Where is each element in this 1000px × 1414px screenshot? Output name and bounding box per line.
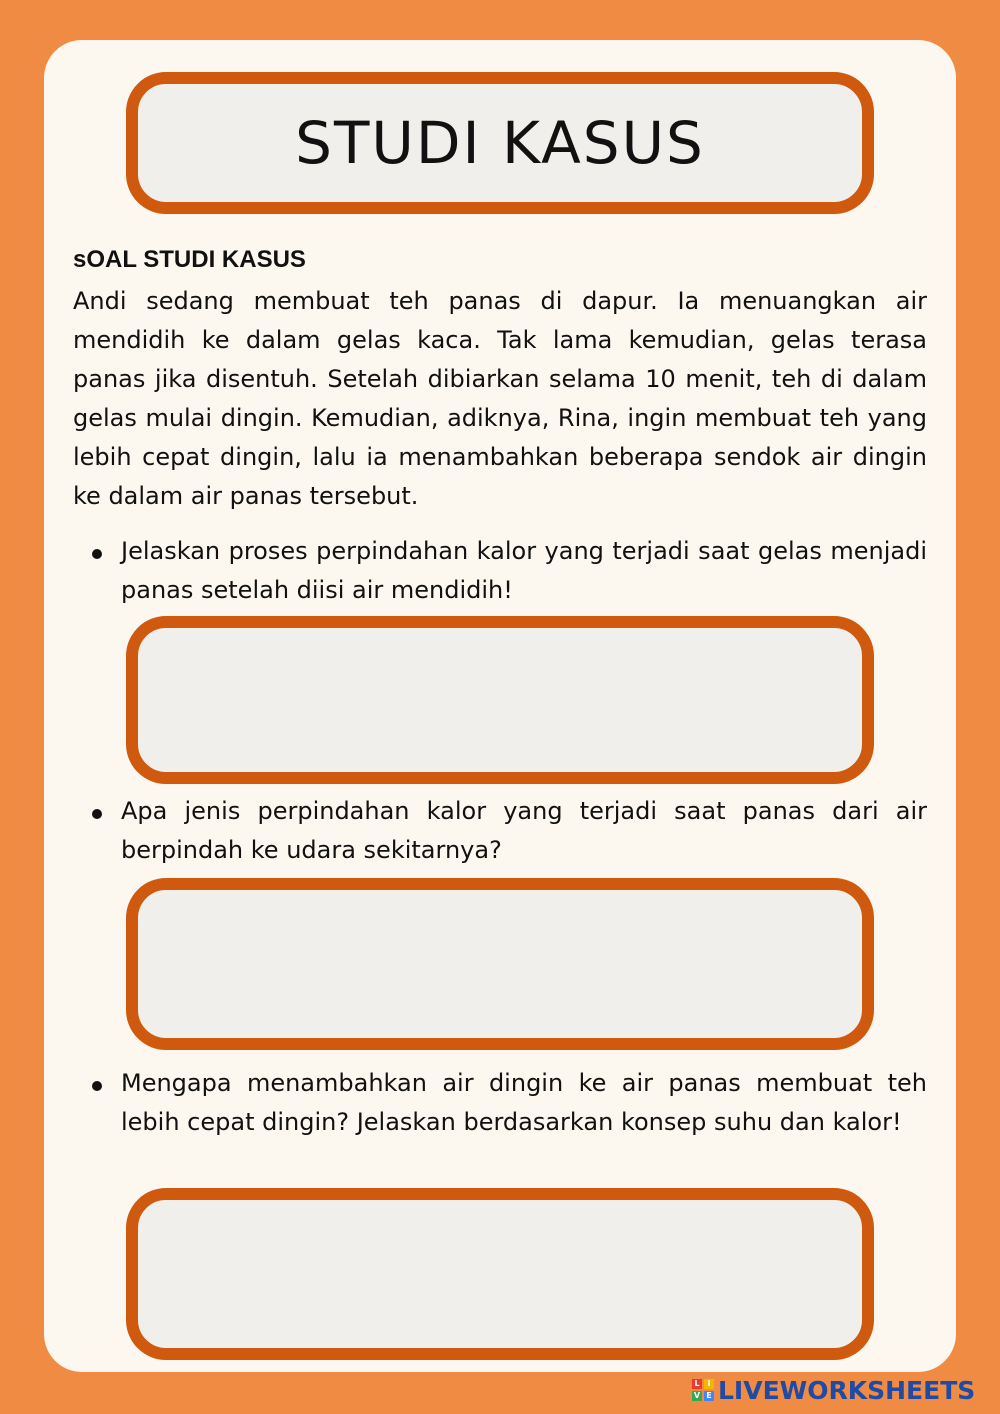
question-1: Jelaskan proses perpindahan kalor yang terjadi saat gelas menjadi panas setelah diisi air mendidih! [121,537,927,604]
case-paragraph: Andi sedang membuat teh panas di dapur. Ia menuangkan air mendidih ke dalam gelas kaca. Tak lama kemudian, gelas terasa panas jika disentuh. Setelah dibiarkan selama 10 menit, teh di dalam gelas mulai dingin. Kemudian, adiknya, Rina, ingin membuat teh yang lebih cepat dingin, lalu ia menambahkan beberapa sendok air dingin ke dalam air panas tersebut. [73,287,927,510]
question-2: Apa jenis perpindahan kalor yang terjadi saat panas dari air berpindah ke udara sekitarnya? [121,797,927,864]
bullet-icon [92,1081,102,1091]
answer-box-2[interactable] [126,878,874,1050]
case-heading: sOAL STUDI KASUS [73,246,306,273]
logo-letter: L [692,1379,702,1389]
logo-letter: E [704,1391,714,1401]
bullet-icon [92,549,102,559]
liveworksheets-mark-icon [692,1379,714,1401]
title-box [126,72,874,214]
answer-box-1[interactable] [126,616,874,784]
page-title: STUDI KASUS [295,109,705,177]
logo-letter: V [693,1391,701,1400]
liveworksheets-text: LIVEWORKSHEETS [718,1375,976,1405]
liveworksheets-logo [692,1376,975,1404]
bullet-icon [92,809,102,819]
question-3: Mengapa menambahkan air dingin ke air panas membuat teh lebih cepat dingin? Jelaskan berdasarkan konsep suhu dan kalor! [121,1069,927,1136]
answer-box-3[interactable] [126,1188,874,1360]
logo-letter: I [704,1379,714,1389]
